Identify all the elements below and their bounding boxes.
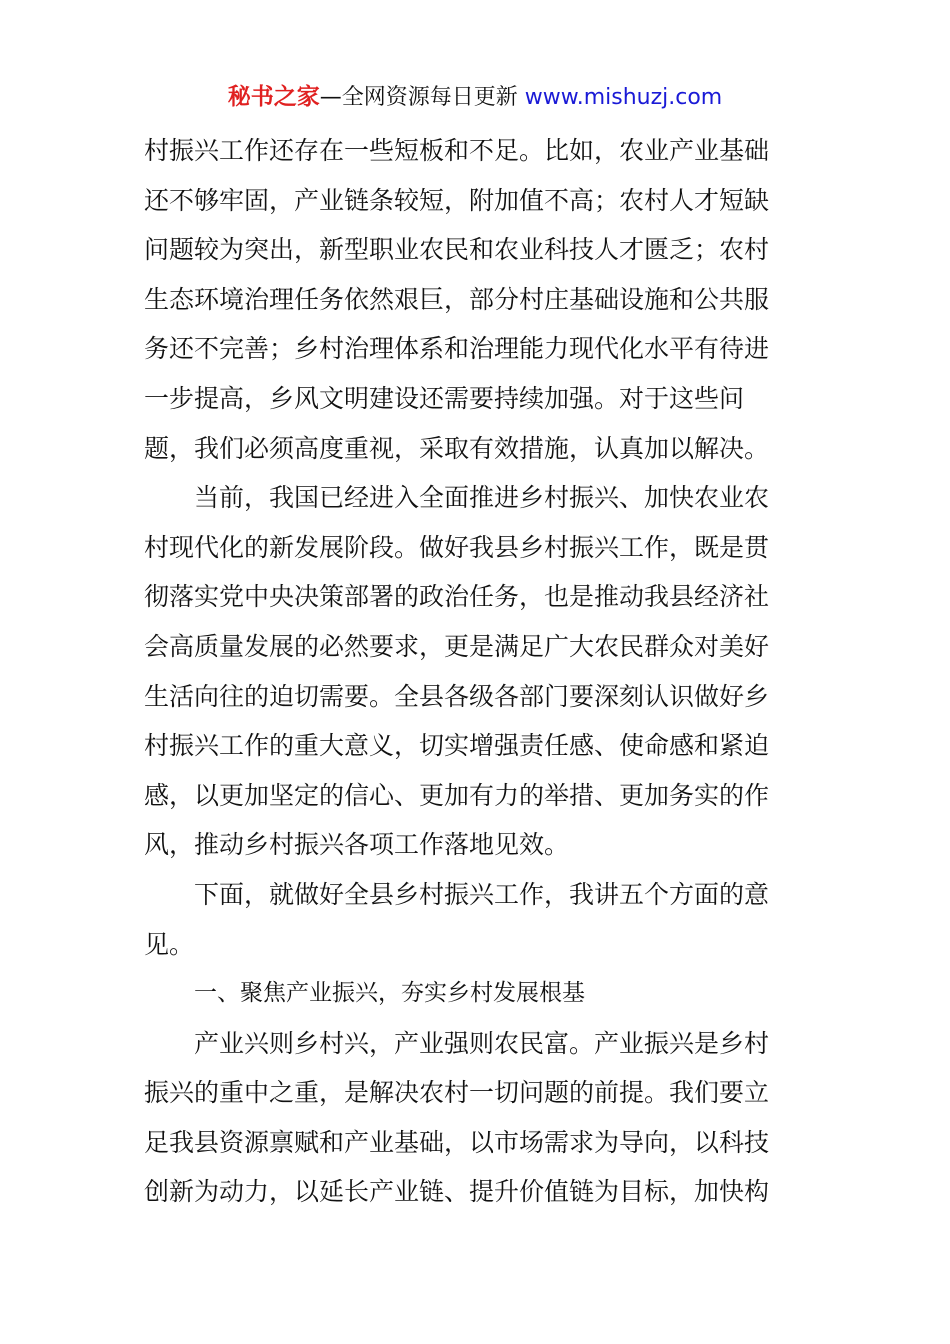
document-body [144,126,808,1217]
text-line: 风，推动乡村振兴各项工作落地见效。 [144,830,570,860]
text-line: 务还不完善；乡村治理体系和治理能力现代化水平有待进 [144,334,770,364]
text-line: 足我县资源禀赋和产业基础，以市场需求为导向，以科技 [144,1127,770,1157]
text-line: 生态环境治理任务依然艰巨，部分村庄基础设施和公共服 [144,284,770,314]
section-heading: 一、聚焦产业振兴，夯实乡村发展根基 [194,980,585,1007]
text-line: 振兴的重中之重，是解决农村一切问题的前提。我们要立 [144,1078,770,1108]
text-line: 问题较为突出，新型职业农民和农业科技人才匮乏；农村 [144,235,770,265]
text-line: 还不够牢固，产业链条较短，附加值不高；农村人才短缺 [144,185,770,215]
text-line: 感，以更加坚定的信心、更加有力的举措、更加务实的作 [144,780,770,810]
text-line: 生活向往的迫切需要。全县各级各部门要深刻认识做好乡 [144,681,770,711]
text-line: 村振兴工作还存在一些短板和不足。比如，农业产业基础 [144,136,770,165]
text-line: 彻落实党中央决策部署的政治任务，也是推动我县经济社 [144,582,770,612]
text-line: 村现代化的新发展阶段。做好我县乡村振兴工作，既是贯 [144,532,770,562]
text-line: 创新为动力，以延长产业链、提升价值链为目标，加快构 [144,1177,770,1207]
paragraph-first-line: 下面，就做好全县乡村振兴工作，我讲五个方面的意 [194,879,770,909]
header-tagline: —全网资源每日更新 [319,85,525,110]
paragraph-first-line: 产业兴则乡村兴，产业强则农民富。产业振兴是乡村 [194,1028,770,1058]
text-line: 见。 [144,929,195,959]
text-line: 会高质量发展的必然要求，更是满足广大农民群众对美好 [144,631,770,661]
text-line: 村振兴工作的重大意义，切实增强责任感、使命感和紧迫 [144,731,770,761]
text-line: 题，我们必须高度重视，采取有效措施，认真加以解决。 [144,433,770,463]
text-line: 一步提高，乡风文明建设还需要持续加强。对于这些问 [144,383,745,413]
page-header [0,80,950,115]
site-url-link[interactable]: www.mishuzj.com [524,85,723,110]
paragraph-first-line: 当前，我国已经进入全面推进乡村振兴、加快农业农 [194,483,770,513]
brand-name: 秘书之家 [227,84,320,110]
